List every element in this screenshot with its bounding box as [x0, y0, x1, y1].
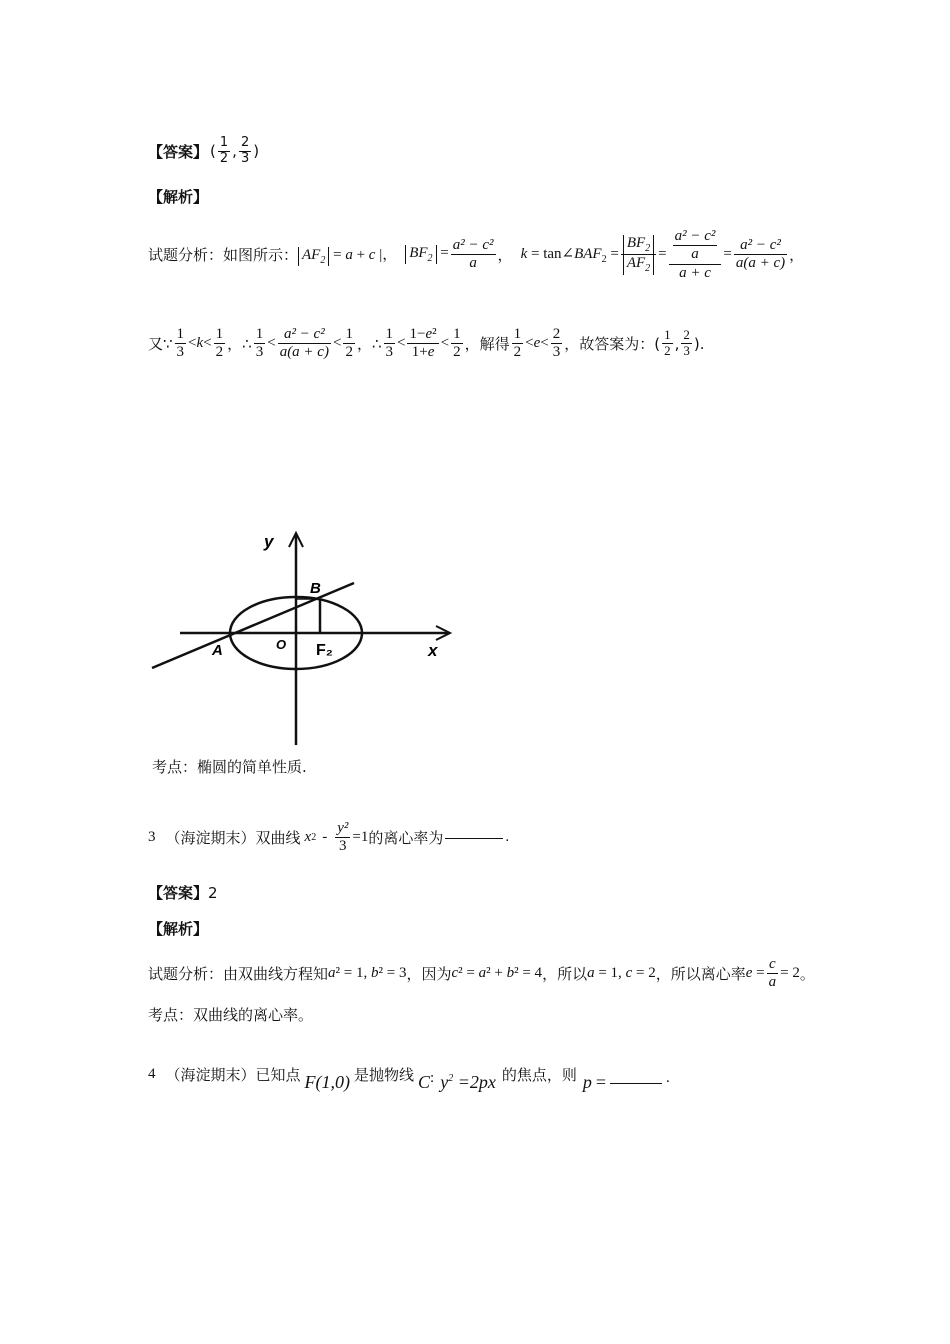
frac-e: $\frac{\text{1−e²}}{1+e}$ — [409, 326, 437, 361]
q3-text-after: 的离心率为 — [368, 831, 444, 848]
frac-half-5: $\frac{1}{2}$ — [513, 326, 522, 361]
q3-number: 3 — [148, 829, 156, 846]
q3-text-before: 双曲线 — [255, 831, 301, 848]
solve-prefix: 解得 — [479, 335, 510, 354]
frac-bf2: $\frac{\text{a² − c²}}{a}$ — [452, 237, 494, 272]
q4-number: 4 — [148, 1066, 156, 1082]
frac-y2-3: $\frac{\text{y²}}{3}$ — [337, 820, 349, 855]
q3-answer-line — [148, 882, 218, 903]
q2-analysis-line-1: 试题分析：如图所示： $AF_2 = a + c$ |， $BF_2$ = $\frac{\text{a² − c²}}{a}$ ， $k = \tan\angle BAF_2$ = $\frac{BF_2}{AF_2}$ = $\frac{\frac{\text{a² − c²}}{a}}{a + c}$ = $\frac{\text{a² − c²}}{a(a + c)}$ ， — [148, 228, 805, 281]
q2-analysis-label: 【解析】 — [148, 188, 209, 206]
q4-text3: 的焦点，则 — [501, 1068, 577, 1084]
frac-final: $\frac{\text{a² − c²}}{a(a + c)}$ — [735, 237, 786, 272]
q3-question: 3 （海淀期末） 双曲线 x 2 - $\frac{\text{y²}}{3}$ =1 的离心率为 . — [148, 820, 510, 855]
label-a: A — [212, 642, 223, 659]
answer-is: 故答案为： — [579, 335, 655, 354]
frac-half: $\frac{1}{2}$ — [219, 135, 229, 166]
frac-c-a: $\frac{c}{a}$ — [768, 956, 777, 991]
frac-third: $\frac{1}{3}$ — [176, 326, 185, 361]
label-x: x — [428, 641, 438, 660]
frac-ineq: $\frac{\text{a² − c²}}{a(a + c)}$ — [279, 326, 329, 361]
frac-third-3: $\frac{1}{3}$ — [385, 326, 393, 361]
q3-answer-label: 【答案】 — [148, 884, 209, 902]
q3-kaodian: 考点：双曲线的离心率。 — [148, 1006, 314, 1024]
label-y: y — [264, 532, 274, 551]
q4-text2: 是抛物线 — [354, 1068, 415, 1084]
frac-compound: $\frac{\frac{\text{a² − c²}}{a}}{a + c}$ — [669, 228, 722, 282]
q3-blank — [445, 837, 503, 839]
q4-point: F(1,0) — [304, 1072, 351, 1092]
q4-curve: C — [418, 1072, 431, 1092]
q4-var-p: p — [582, 1072, 592, 1092]
formula-bf2: $BF_2$ = — [405, 245, 449, 264]
label-b: B — [310, 580, 321, 597]
q3-source: （海淀期末） — [165, 831, 256, 848]
therefore-1: ∴ — [242, 334, 252, 353]
q3-analysis-line: 试题分析：由双曲线方程知 a² = 1, b² = 3 ， 因为 c² = a² + b² = 4 ， 所以 a = 1, c = 2 ， 所以离心率 e = $\frac{c}{a}$ = 2 。 — [148, 956, 815, 991]
ellipse-figure — [148, 525, 458, 750]
frac-half-6: $\frac{1}{2}$ — [664, 327, 671, 359]
q2-answer-line: 【答案】 ( $\frac{1}{2}$ , $\frac{2}{3}$ ) — [148, 135, 260, 166]
q3-analysis-prefix: 试题分析：由双曲线方程知 — [148, 965, 329, 984]
analysis-prefix: 试题分析：如图所示： — [148, 246, 299, 265]
q4-text1: 已知点 — [255, 1068, 301, 1084]
frac-two-thirds-3: $\frac{2}{3}$ — [683, 327, 690, 359]
q3-because: 因为 — [421, 965, 452, 984]
q2-kaodian: 考点：椭圆的简单性质. — [152, 758, 307, 776]
label-o: O — [276, 637, 287, 652]
frac-two-thirds-2: $\frac{2}{3}$ — [552, 326, 561, 361]
frac-half-3: $\frac{1}{2}$ — [345, 326, 353, 361]
q3-so1: 所以 — [557, 965, 588, 984]
label-f2: F₂ — [316, 642, 333, 659]
q3-so2: 所以离心率 — [670, 965, 746, 984]
q4-blank — [610, 1082, 662, 1084]
frac-half-4: $\frac{1}{2}$ — [453, 326, 461, 361]
q4-question: 4 （海淀期末） 已知点 F(1,0) 是抛物线 C : $y^2 =2px$ 的焦点，则 p = . — [148, 1066, 670, 1092]
answer-label: 【答案】 — [148, 142, 209, 161]
formula-k: $k = \tan\angle BAF_2$ = — [520, 246, 619, 266]
frac-third-2: $\frac{1}{3}$ — [255, 326, 264, 361]
frac-half-2: $\frac{1}{2}$ — [215, 326, 224, 361]
q4-equation: $y^2 =2px$ — [440, 1072, 496, 1092]
formula-af2: $AF_2 = a + c$ |， — [298, 243, 397, 266]
frac-two-thirds: $\frac{2}{3}$ — [240, 135, 250, 166]
q2-analysis-line-2: 又∵ $\frac{1}{3}$ <k< $\frac{1}{2}$ ， ∴ $\frac{1}{3}$ < $\frac{\text{a² − c²}}{a(a + c)}$ < $\frac{1}{2}$ ， ∴ $\frac{1}{3}$ < $\frac{\text{1−e²}}{1+e}$ < $\frac{1}{2}$ ， 解得 $\frac{1}{2}$ <e< $\frac{2}{3}$ ， 故答案为： ( $\frac{1}{2}$ , $\frac{2}{3}$ ). — [148, 326, 705, 361]
q3-answer-value: 2 — [208, 884, 218, 902]
q3-analysis-label: 【解析】 — [148, 920, 209, 938]
frac-ratio: $\frac{BF_2}{AF_2}$ — [621, 235, 656, 275]
because-prefix: 又∵ — [148, 335, 173, 354]
q4-source: （海淀期末） — [165, 1068, 256, 1084]
therefore-2: ∴ — [371, 334, 382, 353]
